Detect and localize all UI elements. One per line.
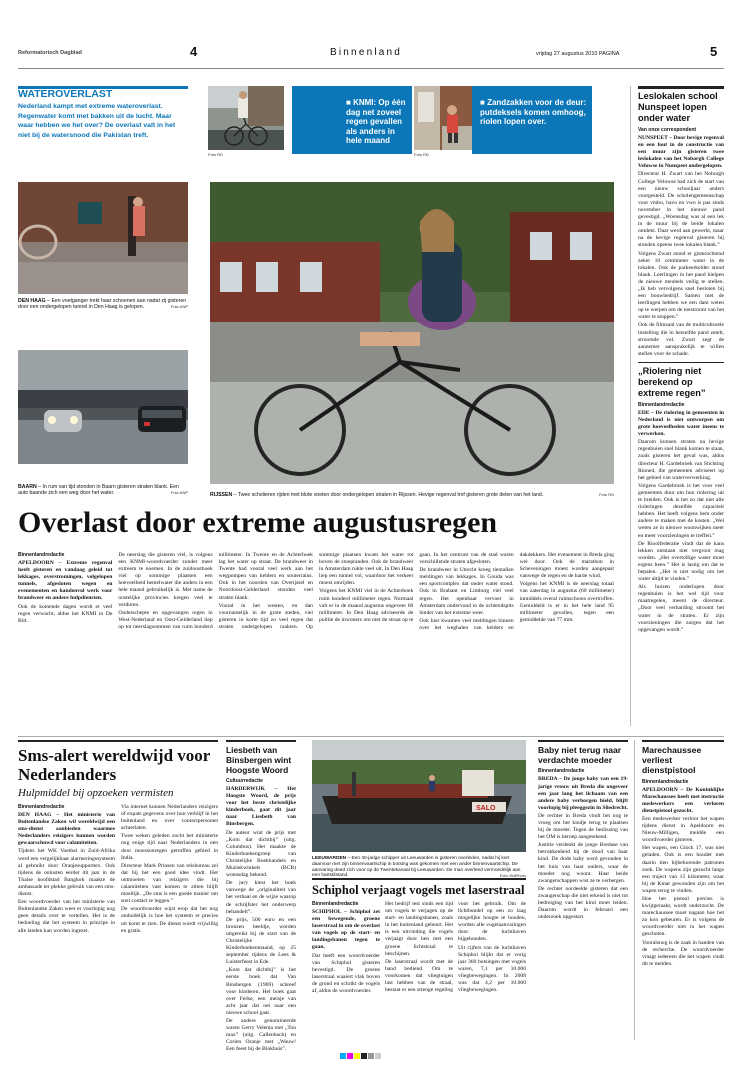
nunspeet-byline: Van onze correspondent: [638, 127, 697, 133]
sms-byline: Binnenlandredactie: [18, 804, 65, 810]
caption-den-haag-credit: Foto ANP: [170, 304, 188, 310]
caption-den-haag: [18, 298, 188, 311]
marechaussee-p1: Een medewerker verloor het wapen tijdens dienst in Apeldoorn en Nieuw-Milligen, meldde een woordvoerder gisteren.: [642, 815, 724, 844]
main-p3: Onderschepte en opgevangen regen in West-Nederland en Oost-Gelderland liep op tot neerslagsommen van ruim honderd millimeter. In Twente en de Achterhoek lag het water op straat. De brandweer in Twente had vooral veel werk aan het wegpompen van kelders en souterrains. Ook in het noorden van Overijssel en Noordoost-Gelderland stonden veel straten blank.: [118, 552, 313, 630]
caption-baarn: [18, 484, 188, 497]
caption-rijssen-credit: Foto RD: [599, 492, 614, 497]
sms-headline: Sms-alert wereldwijd voor Nederlanders: [18, 746, 211, 784]
liesbeth-headline: Liesbeth van Binsbergen wint Hoogste Woord: [226, 745, 292, 775]
baarn-image: [18, 350, 188, 464]
sms-p3: Via internet kunnen Nederlanders reizigers of expats gegevens over hun verblijf in het buitenland en over contactpersonen achterlaten.: [121, 804, 218, 832]
teaser-photo-child: [414, 86, 472, 150]
main-p2: De neerslag die gisteren viel, is volgens een KNMI-woordvoerder zonder meer extreem te noemen. In de zuidoosthoek viel op sommige plaatsen een hoeveelheid hemelwater die anders in een hele maand gebruikelijk is. Met name de oostelijke provincies kregen veel te verduren.: [118, 552, 213, 608]
caption-den-haag-text: – Een voetganger trekt haar schoenen aan nadat zij gisteren door een ondergelopen tunnel in Den Haag is gelopen.: [18, 298, 187, 311]
liesbeth-p4: „Kom dat dichtbij” is het eerste boek dat Van Binsbergen (1969) schreef voor kinderen. Het boek gaat over Ferke, een meisje van acht jaar dat net naar een nieuwe school gaat.: [226, 967, 296, 1016]
caption-baarn-label: BAARN: [18, 484, 37, 490]
caption-leeuwarden-credit: Foto VidiPhoto: [499, 873, 526, 879]
main-lead: APELDOORN – Extreme regenval heeft gisteren en vandaag geleid tot lekkages, overstromingen, volgelopen tunnels, afgesloten wegen en evenementen en handenvol werk voor brandweer en andere hulpdiensten.: [18, 560, 113, 602]
schiphol-byline: Binnenlandredactie: [312, 901, 359, 907]
riolering-p7: Als huizen onderlopen door regenbuien is het wel tijd voor maatregelen, meent de directeur. „Door veel verharding stroomt het water in de straten. Er zijn voorzieningen die zorgen dat het opgevangen wordt.”: [638, 584, 724, 633]
masthead-paper: Reformatorisch Dagblad: [18, 50, 82, 56]
caption-rijssen: [210, 492, 614, 498]
child-image: [414, 86, 472, 150]
schiphol-headline: Schiphol verjaagt vogels met laserstraal: [312, 883, 525, 897]
teaser-box-border: [18, 86, 188, 152]
schiphol-p2: Het bedrijf test sinds een tijd om vogels te verjagen op de start- en landingsbanen, zoals in het buitenland gebeurt. Het is een uitvinding die vogels verjaagt door hen met een groene lichtstraal te beschijnen.: [385, 901, 453, 957]
marechaussee-p3: Hoe het pistool precies is kwijtgeraakt, wordt onderzocht. De marechaussee moet nagaan hoe het zo kon gebeuren. Er is volgens de woordvoerder niet in het wapen geschoten.: [642, 896, 724, 938]
teaser-photo-credit: Foto RD: [208, 152, 223, 157]
liesbeth-p1: De auteur wint de prijs met „Kom dat dichtbij” (uitg. Columbus). Het maakte de Kinderboekengroep van Christelijke Boekhandels en Muziekwinkels (BCB) woensdag bekend.: [226, 829, 296, 879]
teaser-box1-bullet: ■: [346, 98, 354, 107]
baby-byline: Binnenlandredactie: [538, 768, 585, 775]
baby-p1: De rechter in Breda vindt het nog te vroeg om het kindje terug te plaatsen bij de moeder. Tegen de beslissing van het OM is beroep aangetekend.: [538, 812, 628, 841]
main-byline: Binnenlandredactie: [18, 552, 65, 558]
masthead-date: vrijdag 27 augustus 2010 PAGINA: [536, 51, 620, 57]
main-p8: Volgens het KNMI is de neerslag totaal van zaterdag in augustus (60 millimeter) inmiddels overal ruimschoots overtroffen. Gemiddeld is er in het hele land 95 millimeter gevallen, tegen een gemiddelde van 77 mm.: [519, 581, 614, 623]
sms-p2: Een woordvoerder van het ministerie van Buitenlandse Zaken weet er voorlopig nog geen details over te vertellen. Het is de bedoeling dat het systeem in principe in alle landen kan worden ingezet.: [18, 899, 115, 934]
main-headline: Overlast door extreme augustusregen: [18, 506, 498, 539]
photo-leeuwarden: [312, 740, 526, 852]
rijssen-image: [210, 182, 614, 484]
nunspeet-p2: Volgens Zwart stond er gisterochtend zeker 10 centimeter water in de lokalen. Ook de parkeerkelder stond blank. Leerlingen in het pand hielpen de nieuwe meubels veilig te stellen. „Ik heb vervolgens snel besloten bij een bouwbedrijf. Samen met de leerlingen hebben we een dam weten op te werpen om de toestroom van het water te stoppen.”: [638, 250, 724, 321]
teaser-box2-bullet: ■: [480, 98, 488, 107]
marechaussee-p4: Vooralsnog is de zaak in handen van de recherche. De woordvoerder vraagt iedereen die het wapen vindt dit te melden.: [642, 939, 724, 967]
sms-p1: Tijdens het WK Voetbal in Zuid-Afrika werd een vergelijkbaar alarmeringssysteem al gebruikt door Oranjesupporters. Ook tijdens de onlusten eerder dit jaar in de Thaise hoofdstad Bangkok maakte de ambassade ter plekke gebruik van een sms-dienst.: [18, 848, 115, 898]
marechaussee-article: [642, 740, 724, 1040]
photo-baarn: [18, 350, 188, 464]
liesbeth-p2: De jury kiest het boek vanwege de „originaliteit van het verhaal en de wijze waarop de schrijfster het onderwerp behandelt”.: [226, 880, 296, 915]
riolering-p5: Volgens Gardebroek is het voor veel gemeenten duur om hun riolering uit te breiden. Ook is het zo dat niet alle rioleringen dezelfde capaciteit hebben. Het heeft volgens hem onder andere te maken met de kosten. „Wel weten ze in nieuwe woonwijken meer en meer voorzieningen te treffen.”: [638, 482, 724, 539]
baby-headline: Baby niet terug naar verdachte moeder: [538, 745, 622, 766]
main-p7: Ook hier kwamen veel meldingen binnen over het weghalen van kelders en dakdekkers. Het evenement in Breda ging wel door. Ook de marathon in Scheveningen moest worden aangepast vanwege de regen en de harde wind.: [419, 552, 614, 631]
cyclist-image: [208, 86, 284, 150]
baby-p3: De rechter oordeelde gisteren dat een zwangerschap die niet erkend is niet tot bedreiging van het kind moet leiden. Daarom wordt in februari een onderzoek opgestart.: [538, 885, 628, 921]
main-article: [18, 552, 614, 720]
schiphol-lead: SCHIPHOL – Schiphol zet een bewegende, groene laserstraal in om de overlast van vogels op de start- en landingsbanen tegen te gaan.: [312, 909, 380, 951]
caption-baarn-credit: Foto ANP: [170, 490, 188, 496]
baby-p2: Justitie verdenkt de jonge Bredase van betrokkenheid bij de dood van haar kind. De dode baby werd gevonden in het huis van haar ouders, waar de moeder nog woont. Haar beide zwangerschappen wist ze te verbergen.: [538, 842, 628, 884]
main-p1: Ook de komende dagen wordt er veel regen verwacht, aldus het KNMI in De Bilt.: [18, 603, 113, 624]
riolering-p6: De Rioolfederatie vindt dat de kans lekken ontstaan niet vergroot mag worden. „Het overtollige water moet ergens heen.” Het is lastig om dat te bepalen. „Het is niet nodig om het water altijd te vinden.”: [638, 540, 724, 583]
nunspeet-headline: Leslokalen school Nunspeet lopen onder water: [638, 91, 718, 123]
teaser-box1: [346, 98, 412, 146]
right-column: [638, 86, 724, 726]
caption-leeuwarden: [312, 856, 526, 879]
nunspeet-lead: NUNSPEET – Door hevige regenval en een fout in de constructie van een muur zijn gisteren twee leslokalen van het Noborgh College Veluwse in Nunspeet ondergelopen.: [638, 135, 724, 170]
teaser-text: Nederland kampt met extreme wateroverlast. Regenwater komt met bakken uit de lucht. Maar waar hebben we het over? De overlast valt in het niet bij de watersnood die Pakistan treft.: [18, 103, 176, 139]
schiphol-p1: Dat heeft een woordvoerder van Schiphol gisteren bevestigd. De groene laserstraal waaiert vlak boven de grond en schrikt de vogels af, aldus de woordvoerder.: [312, 952, 380, 995]
caption-leeuwarden-text: – Een 40-jarige schipper uit Leeuwarden is gisteren overleden, nadat hij kort daarvoor met zijn binnenvaartschip in botsing was gekomen met een ander binnenvaartschip. De aanvaring deed zich voor op de Twentekanaal bij Leeuwarden. De man overleed vermoedelijk aan een hartstilstand.: [312, 856, 521, 879]
riolering-lead: EDE – De riolering in gemeenten in Nederland is niet ontworpen om grote hoeveelheden water ineens te verwerken.: [638, 409, 724, 438]
teaser-photo-umbrella: [292, 86, 344, 154]
sms-lead: DEN HAAG – Het ministerie van Buitenlandse Zaken wil wereldwijd een sms-dienst aanbieden waarmee Nederlanders reizigers kunnen worden gewaarschuwd voor calamiteiten.: [18, 812, 115, 847]
marechaussee-byline: Binnenlandredactie: [642, 778, 689, 785]
print-registration-marks: [340, 1046, 382, 1064]
sms-p4: Twee weken geleden zocht het ministerie nog enige tijd naar Nederlanders in een door moessonregen getroffen gebied in India.: [121, 833, 218, 861]
schiphol-article: [312, 878, 526, 1038]
sms-p5: Directeur Mark Prinsen van reisbureau zei dat hij het een goed idee vindt. Het ontmoeten van reizigers die bij calamiteiten vast komen te zitten blijft moeilijk. „De sms is een goede manier om snel contact te leggen.”: [121, 862, 218, 905]
main-p4: Vooral in het westen, en dan voornamelijk in de grote steden, viel gisteren in korte tijd zo veel regen dat straten ondergelopen raakten. Op sommige plaatsen kwam het water tot boven de stoepranden. Ook de brandweer in Amsterdam rukte veel uit. In Den Haag liep een tunnel vol, waardoor het verkeer moest omrijden.: [218, 552, 414, 630]
sms-article: [18, 740, 218, 1040]
riolering-p4: Daarom kunnen straten na hevige regenbuien snel blank komen te staan, zoals gisteren het geval was, aldus directeur H. Gardebroek van Stichting Rioned, die gemeenten adviseert op het gebied van waterverwerking.: [638, 439, 724, 481]
teaser-box2-text: Zandzakken voor de deur: putdeksels komen omhoog, riolen lopen over.: [480, 98, 587, 127]
leeuwarden-image: [312, 740, 526, 852]
baby-article: [538, 740, 628, 1040]
teaser-box2: [480, 98, 588, 127]
caption-rijssen-text: – Twee scholieren rijden met blote voeten door ondergelopen straten in Rijssen. Hevige regenval trof gisteren grote delen van het land.: [232, 492, 544, 498]
main-p6: De brandweer in Utrecht kreeg tientallen meldingen van lekkages. In Gouda was een sportcomplex dat onder water stond. Ook in Brabant en Limburg viel veel regen. Het openbaar vervoer in Amsterdam ondervond in de ochtendspits hinder van het extreme weer.: [419, 567, 514, 616]
masthead-page-right: 5: [710, 44, 718, 59]
liesbeth-p5: De andere genomineerde waren Gerry Velema met „Ton max” (uitg. Callenbach) en Corien Oranje met „Wauw! Een feest bij de Blokhuis”.: [226, 1018, 296, 1053]
caption-baarn-text: – In rum van tijd stonden in Baarn gisteren straten blank. Een auto baande zich een weg door het water.: [18, 484, 179, 497]
liesbeth-p3: De prijs, 500 euro en een bronzen beeldje, worden uitgereikt bij de start van de Christelijke Kinderboekenmaand, op 25 september tijdens de Lees & Luisterfeest in Ede.: [226, 916, 296, 966]
teaser-box1-text: KNMI: Op één dag net zoveel regen gevallen als anders in hele maand: [346, 98, 406, 146]
marechaussee-lead: APELDOORN – De Koninklijke Marechaussee heeft met instructie medewerkers een verloren dienstpistool gezocht.: [642, 786, 724, 814]
caption-den-haag-label: DEN HAAG: [18, 298, 46, 304]
umbrella-image: [292, 86, 344, 154]
caption-rijssen-label: RIJSSEN: [210, 492, 233, 498]
baby-lead: BREDA – De jonge baby van een 19-jarige vrouw uit Breda die ongeveer een jaar lang het lichaam van een andere baby verborgen hield, blijft voorlopig bij pleeggezin in Sliedrecht.: [538, 776, 628, 811]
masthead-section: Binnenland: [330, 47, 403, 58]
photo-rijssen: [210, 182, 614, 484]
teaser-photo-cyclist: [208, 86, 284, 150]
riolering-headline: „Riolering niet berekend op extreme regen”: [638, 365, 706, 398]
teaser-kicker: WATEROVERLAST: [18, 88, 113, 100]
masthead: [18, 44, 724, 66]
liesbeth-byline: Cultuurredactie: [226, 778, 263, 784]
caption-leeuwarden-label: LEEUWARDEN: [312, 856, 347, 861]
schiphol-p4: Uit cijfers van de luchthaven Schiphol blijkt dat er vorig jaar 360 botsingen met vogels waren, 7,1 per 10.000 vliegbewegingen. In 2008 was dat 4,2 per 10.000 vliegbewegingen.: [458, 944, 526, 994]
teaser-box1-credit: Foto RD: [414, 152, 429, 157]
sms-subhead: Hulpmiddel bij opzoeken vermisten: [18, 787, 174, 799]
nunspeet-p3: Ook de filmzaal van de multiculturele instelling die in hetzelfde pand zetelt, stroomde vol. Zwart zegt de aannemer aansprakelijk te willen stellen voor de schade.: [638, 322, 724, 357]
den-haag-image: [18, 182, 188, 294]
liesbeth-lead: HARDERWIJK – Het Hoogste Woord, de prijs voor het beste christelijke kinderboek, gaat dit jaar naar Liesbeth van Binsbergen.: [226, 786, 296, 828]
marechaussee-headline: Marechaussee verliest dienstpistool: [642, 745, 702, 776]
schiphol-p3: De laserstraal wordt met de hand bediend. Om te voorkomen dat vliegtuigen last hebben van de straal, bestaat er een strenge regeling voor het gebruik. Om de lichtbundel op een zo laag mogelijke hoogte te houden, worden alle vogelaanvaringen door de luchthaven bijgehouden.: [385, 901, 526, 994]
photo-den-haag: [18, 182, 188, 294]
main-p5: Volgens het KNMI viel in de Achterhoek ruim honderd millimeter regen. Normaal valt er in de maand augustus ongeveer 60 millimeter. In Den Haag adviseerde de politie de inwoners om niet de straat op te gaan. In het centrum van de stad waren verschillende straten afgesloten.: [318, 552, 514, 623]
riolering-byline: Binnenlandredactie: [638, 401, 685, 408]
nunspeet-p1: Directeur H. Zwart van het Noborgh College Veluwse had zich de start van een nieuw schooljaar anders voorgesteld. De scholengemeenschap voor vmbo, havo en vwo is pas sinds november in het nieuwe pand gevestigd. „Woensdag was al een lek in de muur bij de beide lokalen ontdekt. Daar werd aan gewerkt, maar na de hevige regenval gisteren bij stonden opeens twee lokalen blank.”: [638, 171, 724, 249]
marechaussee-p2: Het wapen, een Glock 17, was niet geladen. Ook is een houder met daarin tien bijbehorende patronen zoek. De wapens zijn gezocht langs een traject van 15 kilometer, waar bij de Kmar gewonden zijn om het wapen terug te vinden.: [642, 845, 724, 894]
boat-name: SALO: [476, 805, 496, 812]
sms-p6: De woordvoerder wijst erop dat het nog onduidelijk is hoe het systeem er precies uit komt te zien. De dienst wordt vrijwillig en gratis.: [121, 906, 218, 934]
masthead-page-left: 4: [190, 44, 198, 59]
liesbeth-article: [226, 740, 296, 1053]
